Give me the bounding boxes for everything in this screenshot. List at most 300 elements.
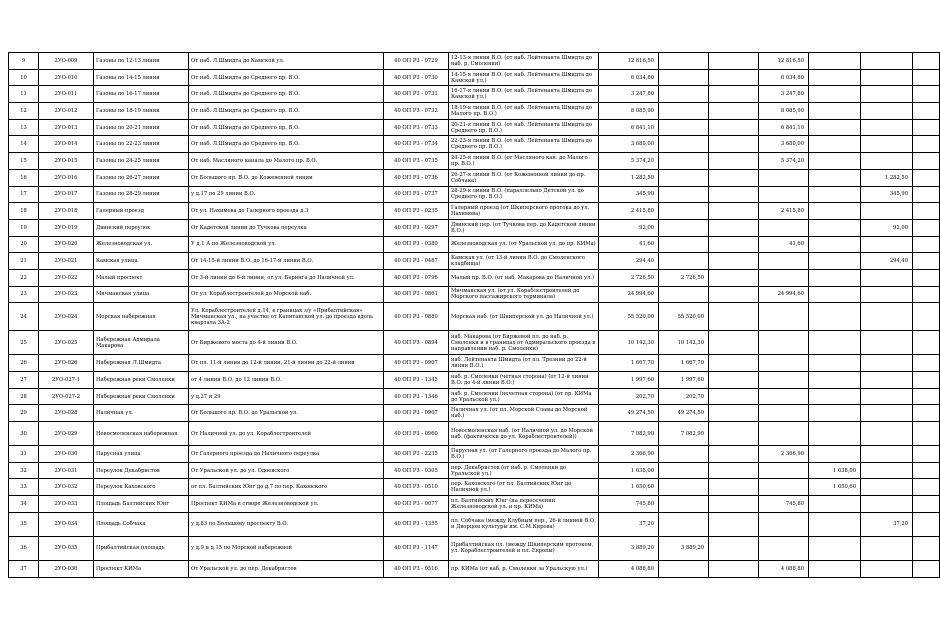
object-code: 2УО-020 bbox=[39, 236, 94, 253]
registry-number: 40 ОП РЗ - 0907 bbox=[384, 355, 449, 372]
row-number: 12 bbox=[9, 103, 39, 120]
road-description: Прибалтийская пл. (между Шкиперским протоком, ул. Кораблестроителей и пл. Европы) bbox=[449, 536, 599, 560]
road-description: Железноводская ул. (от Уральской ул. до пр. КИМа) bbox=[449, 236, 599, 253]
row-number: 9 bbox=[9, 53, 39, 70]
object-code: 2УО-027-1 bbox=[39, 372, 94, 389]
object-name: Газоны по 22-23 линии bbox=[94, 136, 189, 153]
row-number: 14 bbox=[9, 136, 39, 153]
area-col-6 bbox=[913, 388, 940, 405]
area-col-1 bbox=[659, 219, 709, 236]
area-col-4 bbox=[809, 253, 861, 270]
registry-number: 40 ОП РЗ - 0861 bbox=[384, 286, 449, 303]
object-code: 2УО-028 bbox=[39, 405, 94, 422]
object-code: 2УО-033 bbox=[39, 496, 94, 513]
road-description: наб. р. Смоленки (четная сторона) (от 12-й линии В.О. до 4-й линии В.О.) bbox=[449, 372, 599, 389]
registry-number: 40 ОП РЗ - 0732 bbox=[384, 103, 449, 120]
object-code: 2УО-011 bbox=[39, 86, 94, 103]
object-code: 2УО-015 bbox=[39, 153, 94, 170]
area-col-3 bbox=[759, 331, 809, 355]
road-description: 26-27-я линии В.О. (от Кожевенной линии до пр. Собчака) bbox=[449, 169, 599, 186]
registry-number: 40 ОП РЗ - 1345 bbox=[384, 372, 449, 389]
row-number: 36 bbox=[9, 536, 39, 560]
area-col-3 bbox=[759, 405, 809, 422]
table-row bbox=[9, 479, 940, 496]
registry-number: 40 ОП РЗ - 0736 bbox=[384, 169, 449, 186]
area-col-5 bbox=[861, 203, 913, 220]
area-total: 5 374,20 bbox=[599, 153, 659, 170]
road-description: 12-13-я линии В.О. (от наб. Лейтенанта Шмидта до наб. р. Смоленки) bbox=[449, 53, 599, 70]
registry-number: 40 ОП РЗ - 0510 bbox=[384, 479, 449, 496]
area-total: 6 841,10 bbox=[599, 119, 659, 136]
table-row bbox=[9, 388, 940, 405]
area-col-3: 12 816,50 bbox=[759, 53, 809, 70]
road-description: Наличная ул. (от пл. Морской Славы до Морской наб.) bbox=[449, 405, 599, 422]
row-number: 28 bbox=[9, 388, 39, 405]
area-col-4 bbox=[809, 236, 861, 253]
object-code: 2УО-026 bbox=[39, 355, 94, 372]
area-col-2 bbox=[709, 446, 759, 463]
object-location: От Биржевого моста до 4-й линии В.О. bbox=[189, 331, 384, 355]
area-col-5: 345,90 bbox=[861, 186, 913, 203]
registry-number: 40 ОП РЗ - 0380 bbox=[384, 236, 449, 253]
row-number: 19 bbox=[9, 219, 39, 236]
area-total: 1 997,60 bbox=[599, 372, 659, 389]
table-row bbox=[9, 219, 940, 236]
row-number: 11 bbox=[9, 86, 39, 103]
area-col-5 bbox=[861, 560, 913, 577]
table-row bbox=[9, 86, 940, 103]
table-row bbox=[9, 269, 940, 286]
area-total: 41,60 bbox=[599, 236, 659, 253]
object-code: 2УО-035 bbox=[39, 536, 94, 560]
area-col-3: 6 841,10 bbox=[759, 119, 809, 136]
table-row bbox=[9, 186, 940, 203]
object-location: у д.27 и 29 bbox=[189, 388, 384, 405]
object-code: 2УО-014 bbox=[39, 136, 94, 153]
area-col-1 bbox=[659, 186, 709, 203]
area-col-2 bbox=[709, 219, 759, 236]
area-col-6 bbox=[913, 203, 940, 220]
object-name: Газоны по 20-21 линии bbox=[94, 119, 189, 136]
area-col-3 bbox=[759, 422, 809, 446]
object-name: Морская набережная bbox=[94, 303, 189, 331]
area-col-4 bbox=[809, 405, 861, 422]
object-code: 2УО-025 bbox=[39, 331, 94, 355]
area-col-6 bbox=[913, 286, 940, 303]
area-col-2 bbox=[709, 560, 759, 577]
row-number: 20 bbox=[9, 236, 39, 253]
row-number: 16 bbox=[9, 169, 39, 186]
area-col-5 bbox=[861, 153, 913, 170]
area-col-5 bbox=[861, 355, 913, 372]
area-col-3 bbox=[759, 512, 809, 536]
area-col-5 bbox=[861, 331, 913, 355]
area-col-6 bbox=[913, 186, 940, 203]
area-col-4 bbox=[809, 219, 861, 236]
object-location: От ул. Нахимова до Галерного проезда д.3 bbox=[189, 203, 384, 220]
row-number: 24 bbox=[9, 303, 39, 331]
area-col-5 bbox=[861, 479, 913, 496]
table-row bbox=[9, 286, 940, 303]
area-col-4 bbox=[809, 119, 861, 136]
area-col-4 bbox=[809, 69, 861, 86]
area-total: 1 638,00 bbox=[599, 462, 659, 479]
object-code: 2УО-032 bbox=[39, 479, 94, 496]
area-col-4 bbox=[809, 53, 861, 70]
road-description: Морская наб. (от Шкиперской ул. до Наличной ул.) bbox=[449, 303, 599, 331]
area-col-5 bbox=[861, 422, 913, 446]
area-col-4 bbox=[809, 388, 861, 405]
area-col-1: 2 726,50 bbox=[659, 269, 709, 286]
area-col-1 bbox=[659, 462, 709, 479]
road-description: 14-15-я линии В.О. (от наб. Лейтенанта Шмидта до Камской ул.) bbox=[449, 69, 599, 86]
area-col-2 bbox=[709, 119, 759, 136]
area-col-6 bbox=[913, 462, 940, 479]
table-row bbox=[9, 69, 940, 86]
road-description: Камская ул. (от 13-й линии В.О. до Смоленского кладбища) bbox=[449, 253, 599, 270]
area-col-5 bbox=[861, 446, 913, 463]
registry-number: 40 ОП РЗ - 0737 bbox=[384, 186, 449, 203]
table-row bbox=[9, 560, 940, 577]
road-description: Двинский пер. (от Тучкова пер. до Кадетской линии В.О.) bbox=[449, 219, 599, 236]
area-col-1 bbox=[659, 136, 709, 153]
row-number: 27 bbox=[9, 372, 39, 389]
road-description: 24-25-я линии В.О. (от Масляного кан. до Малого пр. В.О.) bbox=[449, 153, 599, 170]
area-col-6 bbox=[913, 119, 940, 136]
area-col-6 bbox=[913, 69, 940, 86]
area-col-6 bbox=[913, 269, 940, 286]
row-number: 29 bbox=[9, 405, 39, 422]
area-col-5 bbox=[861, 388, 913, 405]
area-col-5: 92,00 bbox=[861, 219, 913, 236]
road-description: 18-19-я линии В.О. (от наб. Лейтенанта Шмидта до Малого пр. В.О.) bbox=[449, 103, 599, 120]
table-row bbox=[9, 405, 940, 422]
table-row bbox=[9, 103, 940, 120]
road-description: 28-29-я линии В.О. (параллельно Детской ул. до Среднего пр. В.О.) bbox=[449, 186, 599, 203]
object-location: От 3-й линии до 6-й линии, от ул. Беринга до Наличной ул. bbox=[189, 269, 384, 286]
area-col-6 bbox=[913, 153, 940, 170]
area-col-4 bbox=[809, 286, 861, 303]
object-code: 2УО-036 bbox=[39, 560, 94, 577]
area-total: 2 726,50 bbox=[599, 269, 659, 286]
area-col-4 bbox=[809, 269, 861, 286]
object-location: у д.83 по Большому проспекту В.О. bbox=[189, 512, 384, 536]
registry-number: 40 ОП РЗ - 0731 bbox=[384, 86, 449, 103]
registry-number: 40 ОП РЗ - 2235 bbox=[384, 446, 449, 463]
registry-number: 40 ОП РЗ - 0735 bbox=[384, 153, 449, 170]
object-location: От наб. Л.Шмидта до Среднего пр. В.О. bbox=[189, 69, 384, 86]
road-description: Малый пр. В.О. (от наб. Макарова до Наличной ул.) bbox=[449, 269, 599, 286]
object-name: Новосмоленская набережная bbox=[94, 422, 189, 446]
area-col-4 bbox=[809, 446, 861, 463]
object-name: Газоны по 16-17 линии bbox=[94, 86, 189, 103]
object-code: 2УО-027-2 bbox=[39, 388, 94, 405]
area-col-2 bbox=[709, 536, 759, 560]
area-col-3: 3 680,00 bbox=[759, 136, 809, 153]
area-col-2 bbox=[709, 331, 759, 355]
road-description: пл. Собчака (между Клубным пер., 26-й линией В.О. и Дворцом культуры им. С.М.Кирова) bbox=[449, 512, 599, 536]
object-code: 2УО-034 bbox=[39, 512, 94, 536]
area-col-3 bbox=[759, 219, 809, 236]
area-total: 345,90 bbox=[599, 186, 659, 203]
object-location: У д.1 А по Железноводской ул. bbox=[189, 236, 384, 253]
object-name: Газоны по 28-29 линии bbox=[94, 186, 189, 203]
area-col-1 bbox=[659, 153, 709, 170]
area-col-4 bbox=[809, 186, 861, 203]
area-col-2 bbox=[709, 286, 759, 303]
object-code: 2УО-009 bbox=[39, 53, 94, 70]
registry-number: 40 ОП РЗ - 0235 bbox=[384, 203, 449, 220]
area-col-5 bbox=[861, 405, 913, 422]
area-col-6 bbox=[913, 53, 940, 70]
registry-number: 40 ОП РЗ - 0907 bbox=[384, 405, 449, 422]
row-number: 35 bbox=[9, 512, 39, 536]
area-col-2 bbox=[709, 355, 759, 372]
area-total: 12 816,50 bbox=[599, 53, 659, 70]
registry-number: 40 ОП РЗ - 0960 bbox=[384, 422, 449, 446]
area-col-2 bbox=[709, 405, 759, 422]
object-code: 2УО-010 bbox=[39, 69, 94, 86]
registry-number: 40 ОП РЗ - 1346 bbox=[384, 388, 449, 405]
object-location: От ул. Кораблестроителей до Морской наб. bbox=[189, 286, 384, 303]
area-col-2 bbox=[709, 103, 759, 120]
area-col-2 bbox=[709, 236, 759, 253]
object-location: Проспект КИМа в створе Железноводской ул. bbox=[189, 496, 384, 513]
road-description: Мичманская ул. (от ул. Кораблестроителей до Морского пассажирского терминала) bbox=[449, 286, 599, 303]
area-col-1: 49 274,50 bbox=[659, 405, 709, 422]
area-col-6 bbox=[913, 560, 940, 577]
registry-number: 40 ОП РЗ - 0894 bbox=[384, 331, 449, 355]
area-total: 24 994,60 bbox=[599, 286, 659, 303]
area-col-2 bbox=[709, 462, 759, 479]
object-name: Наличная ул. bbox=[94, 405, 189, 422]
area-col-2 bbox=[709, 203, 759, 220]
area-col-2 bbox=[709, 253, 759, 270]
object-location: От пл. 11-й линии до 12-й линии, 21-й линии до 22-й линии bbox=[189, 355, 384, 372]
object-location: От Уральской ул. до пер. Декабристов bbox=[189, 560, 384, 577]
area-total: 294,40 bbox=[599, 253, 659, 270]
area-col-5: 1 282,50 bbox=[861, 169, 913, 186]
object-name: Газоны по 24-25 линии bbox=[94, 153, 189, 170]
object-name: Набережная Л.Шмидта bbox=[94, 355, 189, 372]
row-number: 26 bbox=[9, 355, 39, 372]
object-location: от 4 линии В.О. до 12 линии В.О. bbox=[189, 372, 384, 389]
road-description: наб. р. Смоленки (нечетная сторона) (от пр. КИМа до Уральской ул.) bbox=[449, 388, 599, 405]
area-col-5 bbox=[861, 286, 913, 303]
area-col-5 bbox=[861, 236, 913, 253]
area-col-4 bbox=[809, 496, 861, 513]
area-col-2 bbox=[709, 388, 759, 405]
area-total: 49 274,50 bbox=[599, 405, 659, 422]
area-col-5: 37,20 bbox=[861, 512, 913, 536]
object-name: Набережная реки Смоленки bbox=[94, 388, 189, 405]
area-total: 10 142,30 bbox=[599, 331, 659, 355]
object-location: От 14-15-й линии В.О. до 16-17-й линии В.О. bbox=[189, 253, 384, 270]
object-name: Проспект КИМа bbox=[94, 560, 189, 577]
object-name: Газоны по 18-19 линии bbox=[94, 103, 189, 120]
road-description: пл. Балтийских Юнг (на пересечении Железноводской ул. и пр. КИМа) bbox=[449, 496, 599, 513]
table-row bbox=[9, 203, 940, 220]
object-name: Прибалтийская площадь bbox=[94, 536, 189, 560]
road-description: пер. Каховского (от пл. Балтийских Юнг до Наличной ул.) bbox=[449, 479, 599, 496]
area-col-3: 745,80 bbox=[759, 496, 809, 513]
area-col-1 bbox=[659, 119, 709, 136]
area-col-2 bbox=[709, 153, 759, 170]
object-code: 2УО-016 bbox=[39, 169, 94, 186]
area-col-2 bbox=[709, 479, 759, 496]
area-col-6 bbox=[913, 405, 940, 422]
registry-number: 40 ОП РЗ - 0297 bbox=[384, 219, 449, 236]
object-code: 2УО-022 bbox=[39, 269, 94, 286]
registry-number: 40 ОП РЗ - 1355 bbox=[384, 512, 449, 536]
object-code: 2УО-019 bbox=[39, 219, 94, 236]
area-col-3: 41,60 bbox=[759, 236, 809, 253]
object-name: Малый проспект bbox=[94, 269, 189, 286]
row-number: 25 bbox=[9, 331, 39, 355]
area-col-2 bbox=[709, 86, 759, 103]
object-location: От наб. Л.Шмидта до Среднего пр. В.О. bbox=[189, 86, 384, 103]
registry-number: 40 ОП РЗ - 0729 bbox=[384, 53, 449, 70]
object-location: От наб. Масляного канала до Малого пр. В.О. bbox=[189, 153, 384, 170]
area-total: 1 282,50 bbox=[599, 169, 659, 186]
area-col-1 bbox=[659, 86, 709, 103]
area-col-1: 10 142,30 bbox=[659, 331, 709, 355]
area-col-1: 1 997,60 bbox=[659, 372, 709, 389]
row-number: 33 bbox=[9, 479, 39, 496]
area-col-3 bbox=[759, 269, 809, 286]
area-total: 1 667,70 bbox=[599, 355, 659, 372]
area-col-6 bbox=[913, 169, 940, 186]
area-col-3: 4 088,80 bbox=[759, 560, 809, 577]
area-col-5 bbox=[861, 86, 913, 103]
area-col-1 bbox=[659, 286, 709, 303]
object-name: Газоны по 14-15 линии bbox=[94, 69, 189, 86]
table-row bbox=[9, 119, 940, 136]
object-name: Площадь Собчака bbox=[94, 512, 189, 536]
area-col-3: 2 415,80 bbox=[759, 203, 809, 220]
area-col-5 bbox=[861, 69, 913, 86]
area-col-4 bbox=[809, 536, 861, 560]
road-description: пер. Декабристов (от наб. р. Смоленки до Уральской ул.) bbox=[449, 462, 599, 479]
row-number: 10 bbox=[9, 69, 39, 86]
row-number: 17 bbox=[9, 186, 39, 203]
registry-number: 40 ОП РЗ - 0305 bbox=[384, 462, 449, 479]
object-code: 2УО-012 bbox=[39, 103, 94, 120]
area-col-1 bbox=[659, 446, 709, 463]
area-col-3 bbox=[759, 388, 809, 405]
table-row bbox=[9, 372, 940, 389]
object-name: Камская улица bbox=[94, 253, 189, 270]
registry-number: 40 ОП РЗ - 0733 bbox=[384, 119, 449, 136]
object-location: от пл. Балтийских Юнг до д.7 по пер. Каховского bbox=[189, 479, 384, 496]
area-col-6 bbox=[913, 496, 940, 513]
area-total: 8 085,90 bbox=[599, 103, 659, 120]
registry-number: 40 ОП РЗ - 0796 bbox=[384, 269, 449, 286]
area-col-4 bbox=[809, 372, 861, 389]
area-total: 2 366,90 bbox=[599, 446, 659, 463]
area-col-6 bbox=[913, 479, 940, 496]
area-col-1: 3 889,20 bbox=[659, 536, 709, 560]
area-col-4: 1 650,60 bbox=[809, 479, 861, 496]
row-number: 34 bbox=[9, 496, 39, 513]
area-col-6 bbox=[913, 103, 940, 120]
area-total: 1 650,60 bbox=[599, 479, 659, 496]
object-name: Набережная реки Смоленки bbox=[94, 372, 189, 389]
table-row bbox=[9, 446, 940, 463]
area-col-6 bbox=[913, 355, 940, 372]
area-col-4 bbox=[809, 169, 861, 186]
area-col-2 bbox=[709, 69, 759, 86]
area-col-5 bbox=[861, 303, 913, 331]
row-number: 37 bbox=[9, 560, 39, 577]
registry-number: 40 ОП РЗ - 0880 bbox=[384, 303, 449, 331]
table-row bbox=[9, 512, 940, 536]
object-location: От Галерного проезда до Наличного переулка bbox=[189, 446, 384, 463]
area-col-1 bbox=[659, 53, 709, 70]
row-number: 15 bbox=[9, 153, 39, 170]
object-name: Железноводская ул. bbox=[94, 236, 189, 253]
area-col-6 bbox=[913, 422, 940, 446]
area-col-6 bbox=[913, 86, 940, 103]
area-col-2 bbox=[709, 136, 759, 153]
object-name: Газоны по 12-13 линии bbox=[94, 53, 189, 70]
area-col-1 bbox=[659, 203, 709, 220]
row-number: 31 bbox=[9, 446, 39, 463]
area-total: 3 889,20 bbox=[599, 536, 659, 560]
area-col-6 bbox=[913, 253, 940, 270]
object-location: От Уральской ул. до ул. Одоевского bbox=[189, 462, 384, 479]
registry-number: 40 ОП РЗ - 0730 bbox=[384, 69, 449, 86]
area-col-5 bbox=[861, 462, 913, 479]
row-number: 22 bbox=[9, 269, 39, 286]
area-col-4 bbox=[809, 560, 861, 577]
area-col-1: 202,70 bbox=[659, 388, 709, 405]
object-location: От наб. Л.Шмидта до Камской ул. bbox=[189, 53, 384, 70]
area-col-3: 8 085,90 bbox=[759, 103, 809, 120]
area-col-1 bbox=[659, 236, 709, 253]
area-col-5 bbox=[861, 269, 913, 286]
object-code: 2УО-017 bbox=[39, 186, 94, 203]
area-col-2 bbox=[709, 372, 759, 389]
area-col-2 bbox=[709, 496, 759, 513]
registry-number: 40 ОП РЗ - 0077 bbox=[384, 496, 449, 513]
table-row bbox=[9, 153, 940, 170]
table-row bbox=[9, 169, 940, 186]
table-row bbox=[9, 236, 940, 253]
area-total: 7 082,90 bbox=[599, 422, 659, 446]
object-location: От Большого пр. В.О. до Кожевенной линии bbox=[189, 169, 384, 186]
area-col-1 bbox=[659, 169, 709, 186]
row-number: 13 bbox=[9, 119, 39, 136]
area-col-4 bbox=[809, 355, 861, 372]
object-name: Переулок Каховского bbox=[94, 479, 189, 496]
road-description: 16-17-я линии В.О. (от наб. Лейтенанта Шмидта до Камской ул.) bbox=[449, 86, 599, 103]
area-col-4 bbox=[809, 103, 861, 120]
object-name: Переулок Декабристов bbox=[94, 462, 189, 479]
area-col-5: 294,40 bbox=[861, 253, 913, 270]
area-col-1 bbox=[659, 69, 709, 86]
object-code: 2УО-021 bbox=[39, 253, 94, 270]
road-description: Парусная ул. (от Галерного проезда до Малого пр. В.О.) bbox=[449, 446, 599, 463]
row-number: 32 bbox=[9, 462, 39, 479]
area-total: 6 034,80 bbox=[599, 69, 659, 86]
area-col-2 bbox=[709, 269, 759, 286]
area-col-4 bbox=[809, 86, 861, 103]
area-col-2 bbox=[709, 422, 759, 446]
area-col-3 bbox=[759, 186, 809, 203]
object-location: От наб. Л.Шмидта до Среднего пр. В.О. bbox=[189, 136, 384, 153]
table-row bbox=[9, 422, 940, 446]
